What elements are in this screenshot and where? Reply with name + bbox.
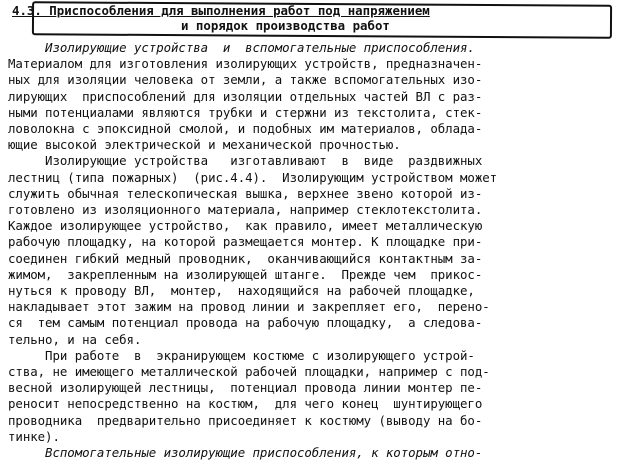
text-line: Вспомогательные изолирующие приспособления, к которым отно- <box>8 445 483 460</box>
text-line: накладывает этот зажим на провод линии и закрепляет его, перено- <box>8 299 490 315</box>
text-line: соединен гибкий медный проводник, оканчивающийся контактным за- <box>8 250 483 266</box>
text-line: проводника предварительно присоединяет к костюму (выводу на бо- <box>8 412 483 428</box>
text-line: ловолокна с эпоксидной смолой, и подобных им материалов, облада- <box>8 121 483 136</box>
text-line: ся тем самым потенциал провода на рабочую площадку, а следова- <box>8 315 483 331</box>
text-line: реносит непосредственно на костюм, для чего конец шунтирующего <box>8 396 483 412</box>
text-line: ными потенциалами являются трубки и стержни из текстолита, стек- <box>8 104 483 120</box>
text-line: Материалом для изготовления изолирующих устройств, предназначен- <box>8 56 483 72</box>
text-line: жимом, закрепленным на изолирующей штанге. Прежде чем прикос- <box>8 266 483 282</box>
text-line: ных для изоляции человека от земли, а также вспомогательных изо- <box>8 72 483 88</box>
text-line: ства, не имеющего металлической рабочей площадки, например с под- <box>8 364 490 379</box>
text-line: готовлено из изоляционного материала, например стеклотекстолита. <box>8 202 483 217</box>
text-line: ющие высокой электрической и механической прочностью. <box>8 137 401 153</box>
text-line: Изолирующие устройства изготавливают в виде раздвижных <box>8 153 483 169</box>
text-line: весной изолирующей лестницы, потенциал провода линии монтер пе- <box>8 380 483 396</box>
text-line: Каждое изолирующее устройство, как правило, имеет металлическую <box>8 218 483 234</box>
section-heading <box>12 0 612 36</box>
heading-line-2: и порядок производства работ <box>181 18 390 33</box>
text-line: рабочую площадку, на которой размещается монтер. К площадке при- <box>8 234 483 250</box>
text-line: Изолирующие устройства и вспомогательные приспособления. <box>8 40 475 55</box>
text-line: лирующих приспособлений для изоляции отдельных частей ВЛ с раз- <box>8 88 483 104</box>
text-line: нуться к проводу ВЛ, монтер, находящийся на рабочей площадке, <box>8 283 475 298</box>
text-line: лестниц (типа пожарных) (рис.4.4). Изолирующим устройством может <box>8 169 498 185</box>
text-line: тинке). <box>8 428 60 444</box>
heading-line-1: 4.3. Приспособления для выполнения работ под напряжением <box>12 3 430 18</box>
text-line: тельно, и на себя. <box>8 331 142 347</box>
text-line: При работе в экранирующем костюме с изолирующего устрой- <box>8 347 475 363</box>
text-line: служить обычная телескопическая вышка, верхнее звено которой из- <box>8 185 483 201</box>
